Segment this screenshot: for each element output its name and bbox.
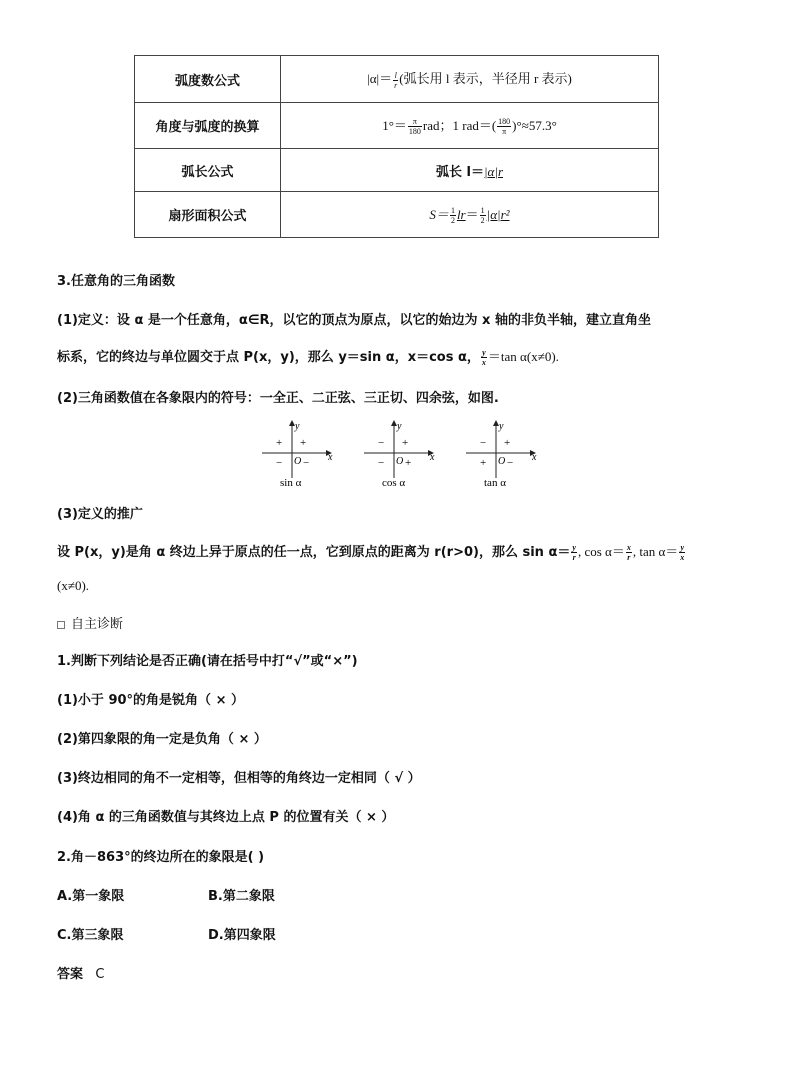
judgement-item: (1)小于 90°的角是锐角（ × ） [57,693,244,708]
option-d: D.第四象限 [208,928,276,943]
generalization-title: (3)定义的推广 [57,507,143,522]
x-axis-label: x [328,452,333,463]
formula-text: lr [456,206,466,222]
section-title: 3.任意角的三角函数 [57,274,175,289]
row-value [281,56,659,103]
origin-label: O [396,456,404,467]
judgement-item: (4)角 α 的三角函数值与其终边上点 P 的位置有关（ × ） [57,810,395,825]
figure-caption: tan α [484,477,506,489]
question-1: 1.判断下列结论是否正确(请在括号中打“√”或“×”) [57,654,358,669]
q3-sign: + [480,457,487,469]
sign-rule-line: (2)三角函数值在各象限内的符号：一全正、二正弦、三正切、四余弦，如图. [57,391,499,406]
formula-text: |α|r [483,163,503,179]
row-value [281,192,659,238]
y-axis-label: y [295,421,300,432]
q4-sign: − [303,457,310,469]
fraction: $\frac{y}{x}$ [481,348,486,367]
y-axis-label: y [499,421,504,432]
formula-text: (弧长用 l 表示，半径用 r 表示) [399,71,572,87]
formula-text: S＝ [429,206,449,222]
row-label: 角度与弧度的换算 [135,103,281,149]
option-c: C.第三象限 [57,928,124,943]
q1-sign: + [504,437,511,449]
table-row [135,103,659,149]
row-label: 扇形面积公式 [135,192,281,238]
q2-sign: − [378,437,385,449]
row-value [281,103,659,149]
fraction: $\frac{y}{r}$ [572,543,576,562]
formula-text: )°≈57.3° [512,117,557,133]
formula-text: ＝ [465,206,479,222]
diagnosis-header: 自主诊断 [57,613,123,632]
row-label: 弧长公式 [135,149,281,192]
judgement-item: (2)第四象限的角一定是负角（ × ） [57,732,267,747]
figure-caption: cos α [382,477,406,489]
origin-label: O [498,456,506,467]
table-row [135,149,659,192]
q3-sign: − [276,457,283,469]
table-row [135,192,659,238]
q4-sign: + [405,457,412,469]
definition-line: 标系，它的终边与单位圆交于点 P(x，y)，那么 y＝sin α，x＝cos α， $\frac{y}{x}$ ＝tan α(x≠0). [57,348,559,367]
fraction: $\frac{1}{2}$ [480,206,485,226]
cos-sign-figure [360,420,440,494]
formula-text: |α|r² [486,206,510,222]
x-axis-label: x [430,452,435,463]
q4-sign: − [507,457,514,469]
generalization-line: 设 P(x，y)是角 α 终边上异于原点的任一点，它到原点的距离为 r(r>0)，那么 sin α＝ $\frac{y}{r}$ , cos α＝ $\frac{x}{r}$ , tan α＝ $\frac{y}{x}$ [57,543,685,562]
fraction: $\frac{180}{\pi}$ [498,117,511,137]
question-2: 2.角－863°的终边所在的象限是( ) [57,850,265,865]
q3-sign: − [378,457,385,469]
sin-sign-figure [258,420,338,494]
fraction: $\frac{1}{2}$ [450,206,455,226]
q1-sign: + [402,437,409,449]
fraction: $\frac{l}{r}$ [394,70,398,90]
square-icon [57,621,65,629]
tan-sign-figure [462,420,542,494]
row-value [281,149,659,192]
fraction: $\frac{x}{r}$ [626,543,631,562]
q2-sign: − [480,437,487,449]
answer-line: 答案 C [57,967,105,982]
figure-caption: sin α [280,477,302,489]
x-axis-label: x [532,452,537,463]
y-axis-label: y [397,421,402,432]
formula-table [134,55,659,238]
fraction: $\frac{\pi}{180}$ [408,117,421,137]
formula-text: |α|＝ [367,71,393,87]
option-b: B.第二象限 [208,889,275,904]
definition-line: (1)定义：设 α 是一个任意角，α∈R，以它的顶点为原点，以它的始边为 x 轴的非负半轴，建立直角坐 [57,313,651,328]
row-label: 弧度数公式 [135,56,281,103]
option-a: A.第一象限 [57,889,125,904]
formula-text: 1°＝ [382,117,407,133]
q1-sign: + [300,437,307,449]
fraction: $\frac{y}{x}$ [680,543,685,562]
generalization-condition: (x≠0). [57,578,90,593]
formula-text: 弧长 l＝ [435,164,484,180]
q2-sign: + [276,437,283,449]
origin-label: O [294,456,302,467]
table-row [135,56,659,103]
formula-text: rad；1 rad＝( [422,117,497,133]
judgement-item: (3)终边相同的角不一定相等，但相等的角终边一定相同（ √ ） [57,771,421,786]
